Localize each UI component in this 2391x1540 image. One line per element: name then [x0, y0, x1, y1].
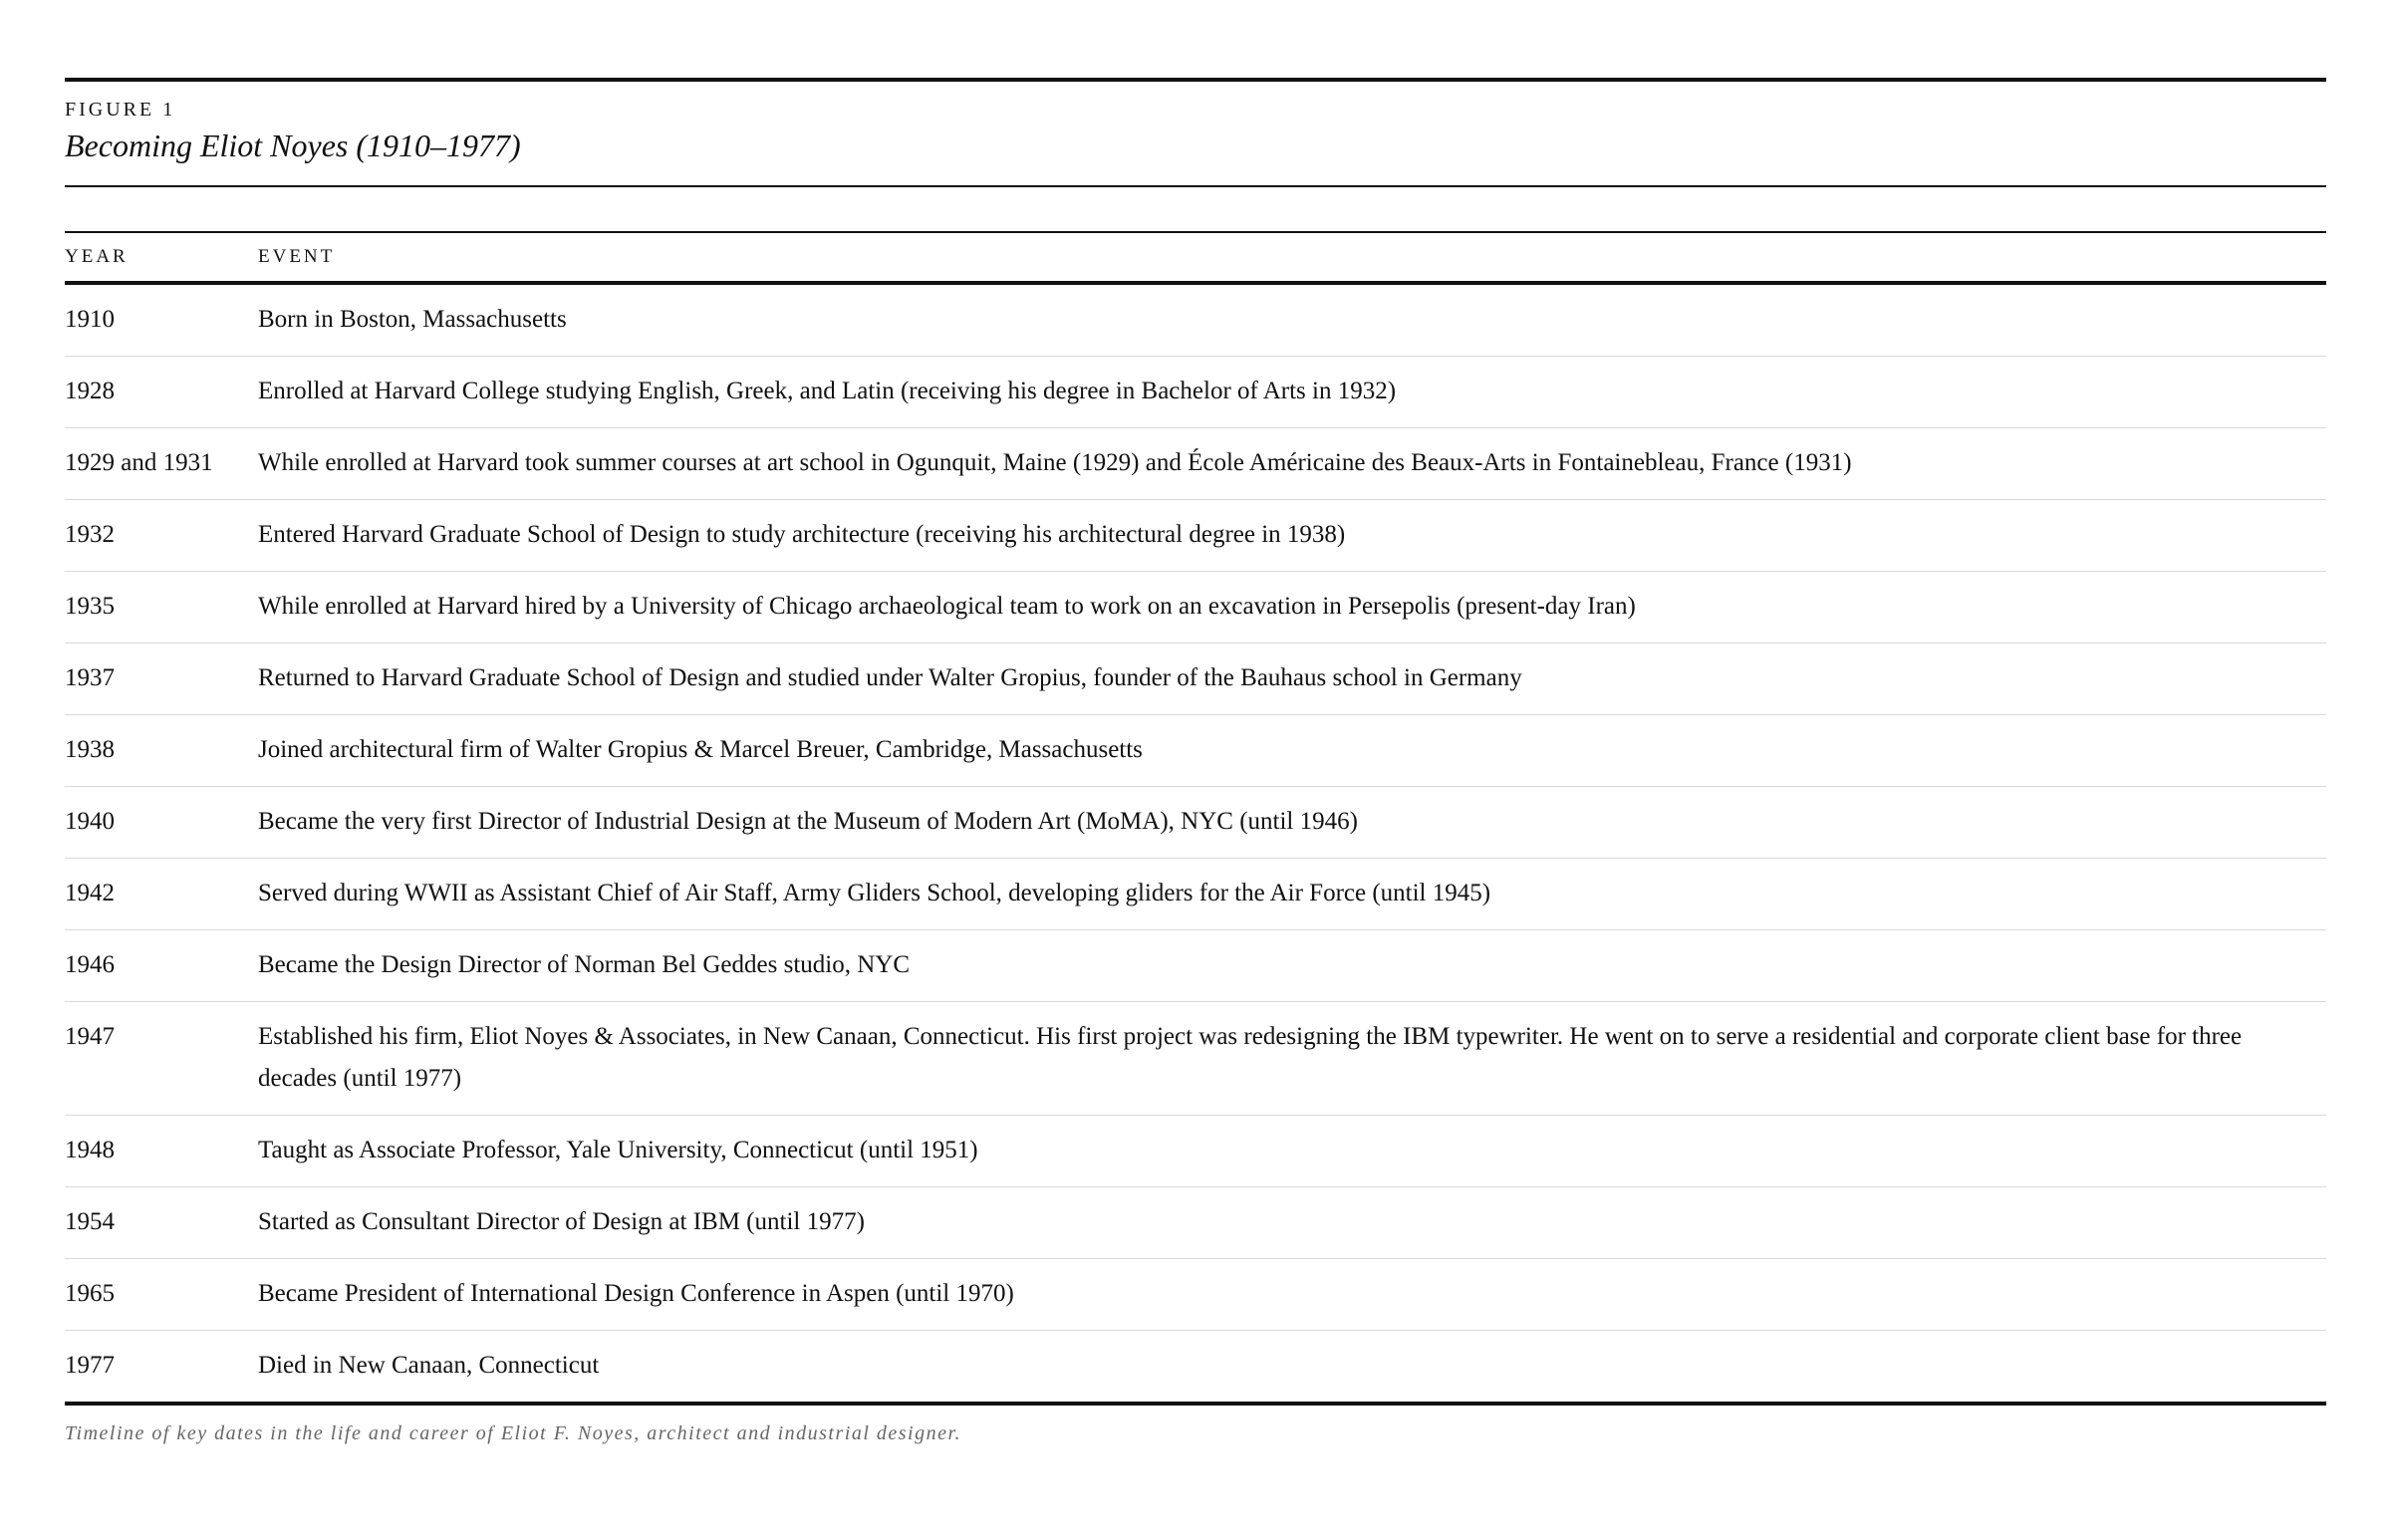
table-row [65, 500, 2326, 572]
row-event: Established his firm, Eliot Noyes & Associates, in New Canaan, Connecticut. His first project was redesigning the IBM typewriter. He went on to serve a residential and corporate client base for three decades (until 1977) [258, 1002, 2326, 1116]
table-row [65, 1002, 2326, 1116]
row-year: 1938 [65, 715, 258, 787]
timeline-body [65, 283, 2326, 1404]
row-year: 1942 [65, 859, 258, 930]
row-year: 1977 [65, 1331, 258, 1405]
row-event: Taught as Associate Professor, Yale University, Connecticut (until 1951) [258, 1116, 2326, 1187]
table-row [65, 283, 2326, 357]
event-column-header: EVENT [258, 232, 2326, 283]
timeline-table [65, 231, 2326, 1406]
table-row [65, 715, 2326, 787]
row-year: 1954 [65, 1187, 258, 1259]
row-event: Born in Boston, Massachusetts [258, 283, 2326, 357]
row-year: 1948 [65, 1116, 258, 1187]
row-event: Became the very first Director of Industrial Design at the Museum of Modern Art (MoMA), NYC (until 1946) [258, 787, 2326, 859]
table-row [65, 1331, 2326, 1405]
row-year: 1946 [65, 930, 258, 1002]
row-year: 1929 and 1931 [65, 428, 258, 500]
row-event: While enrolled at Harvard hired by a University of Chicago archaeological team to work on an excavation in Persepolis (present-day Iran) [258, 572, 2326, 643]
row-event: Became the Design Director of Norman Bel Geddes studio, NYC [258, 930, 2326, 1002]
row-event: Joined architectural firm of Walter Gropius & Marcel Breuer, Cambridge, Massachusetts [258, 715, 2326, 787]
table-row [65, 1259, 2326, 1331]
row-event: Entered Harvard Graduate School of Design to study architecture (receiving his architectural degree in 1938) [258, 500, 2326, 572]
row-year: 1965 [65, 1259, 258, 1331]
row-event: Served during WWII as Assistant Chief of Air Staff, Army Gliders School, developing gliders for the Air Force (until 1945) [258, 859, 2326, 930]
year-column-header: YEAR [65, 232, 258, 283]
row-event: Started as Consultant Director of Design at IBM (until 1977) [258, 1187, 2326, 1259]
table-row [65, 1116, 2326, 1187]
row-event: Died in New Canaan, Connecticut [258, 1331, 2326, 1405]
figure-caption: Timeline of key dates in the life and career of Eliot F. Noyes, architect and industrial designer. [65, 1422, 962, 1444]
row-year: 1947 [65, 1002, 258, 1116]
table-row [65, 859, 2326, 930]
figure-container [65, 78, 2326, 1447]
table-row [65, 572, 2326, 643]
row-year: 1937 [65, 643, 258, 715]
table-row [65, 1187, 2326, 1259]
row-year: 1940 [65, 787, 258, 859]
figure-header [65, 78, 2326, 187]
table-row [65, 357, 2326, 428]
row-year: 1928 [65, 357, 258, 428]
row-event: Returned to Harvard Graduate School of Design and studied under Walter Gropius, founder of the Bauhaus school in Germany [258, 643, 2326, 715]
row-year: 1932 [65, 500, 258, 572]
table-row [65, 643, 2326, 715]
row-event: Became President of International Design Conference in Aspen (until 1970) [258, 1259, 2326, 1331]
row-year: 1935 [65, 572, 258, 643]
row-event: Enrolled at Harvard College studying English, Greek, and Latin (receiving his degree in Bachelor of Arts in 1932) [258, 357, 2326, 428]
row-year: 1910 [65, 283, 258, 357]
table-row [65, 787, 2326, 859]
figure-title: Becoming Eliot Noyes (1910–1977) [65, 128, 521, 163]
figure-label: FIGURE 1 [65, 99, 176, 121]
table-row [65, 930, 2326, 1002]
row-event: While enrolled at Harvard took summer courses at art school in Ogunquit, Maine (1929) and École Américaine des Beaux-Arts in Fontainebleau, France (1931) [258, 428, 2326, 500]
table-header-row [65, 232, 2326, 283]
table-row [65, 428, 2326, 500]
